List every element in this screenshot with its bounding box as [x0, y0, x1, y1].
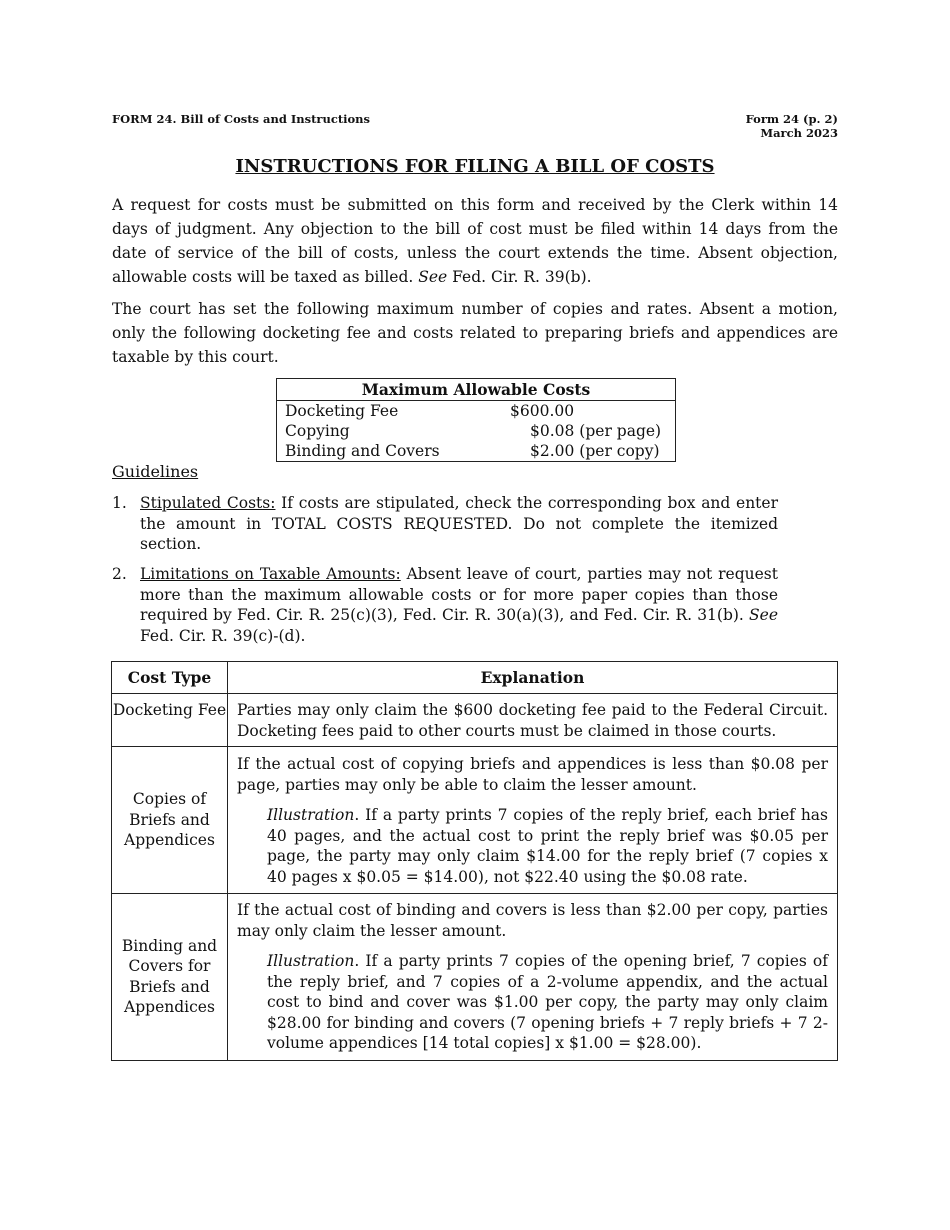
header-cost-type: Cost Type — [112, 662, 228, 694]
intro-paragraph — [112, 193, 838, 289]
guideline-title: Limitations on Taxable Amounts: — [140, 565, 401, 583]
explanation-cell — [228, 694, 838, 747]
explanation-cell — [228, 894, 838, 1061]
cost-type-cell: Copies of Briefs and Appendices — [112, 747, 228, 894]
form-header-title: FORM 24. Bill of Costs and Instructions — [112, 112, 371, 126]
form-page-number: Form 24 (p. 2) — [745, 112, 838, 126]
max-row-label: Binding and Covers — [285, 442, 440, 460]
max-row-value: $2.00 (per copy) — [530, 442, 660, 460]
table-header-row — [112, 662, 838, 694]
header-explanation: Explanation — [228, 662, 838, 694]
guidelines-heading: Guidelines — [112, 462, 199, 481]
guideline-item — [112, 564, 778, 646]
cost-explanation-table — [111, 661, 838, 1061]
page-title: INSTRUCTIONS FOR FILING A BILL OF COSTS — [235, 156, 715, 177]
guideline-item — [112, 493, 778, 555]
table-row — [112, 694, 838, 747]
max-table-heading: Maximum Allowable Costs — [277, 379, 675, 401]
illustration — [267, 805, 828, 887]
form-header-page-info — [746, 112, 838, 140]
max-row-label: Copying — [285, 422, 350, 440]
max-table-row — [277, 421, 675, 441]
table-row — [112, 894, 838, 1061]
intro-citation: Fed. Cir. R. 39(b). — [447, 268, 592, 286]
table-row — [112, 747, 838, 894]
guideline-text: If costs are stipulated, check the corresponding box and enter the amount in TOTAL COSTS REQUESTED. Do not complete the itemized section. — [140, 494, 778, 553]
illustration — [267, 951, 828, 1054]
form-date: March 2023 — [760, 126, 838, 140]
see-signal: See — [749, 606, 778, 624]
guideline-number: 1. — [112, 494, 127, 512]
max-row-value: $0.08 (per page) — [530, 422, 662, 440]
explanation-text: If the actual cost of copying briefs and appendices is less than $0.08 per page, parties may only be able to claim the lesser amount. — [237, 755, 828, 794]
max-row-label: Docketing Fee — [285, 402, 399, 420]
max-row-value: $600.00 — [510, 402, 575, 420]
explanation-cell — [228, 747, 838, 894]
rates-paragraph: The court has set the following maximum number of copies and rates. Absent a motion, only the following docketing fee and costs related to preparing briefs and appendices are taxable by this court. — [112, 300, 838, 366]
illustration-text: . If a party prints 7 copies of the opening brief, 7 copies of the reply brief, and 7 copies of a 2-volume appendix, and the actual cost to bind and cover was $1.00 per copy, the party may only claim $28.00 for binding and covers (7 opening briefs + 7 reply briefs + 7 2-volume appendices [14 total copies] x $1.00 = $28.00). — [267, 952, 828, 1052]
intro-text: A request for costs must be submitted on this form and received by the Clerk within 14 days of judgment. Any objection to the bill of cost must be filed within 14 days from the date of service of the bill of costs, unless the court extends the time. Absent objection, allowable costs will be taxed as billed. — [112, 196, 838, 286]
illustration-label: Illustration — [267, 806, 355, 824]
max-allowable-costs-table — [276, 378, 676, 462]
guideline-title: Stipulated Costs: — [140, 494, 276, 512]
cost-type-cell: Binding and Covers for Briefs and Appendices — [112, 894, 228, 1061]
illustration-label: Illustration — [267, 952, 355, 970]
guideline-number: 2. — [112, 565, 127, 583]
explanation-text: Parties may only claim the $600 docketing fee paid to the Federal Circuit. Docketing fees paid to other courts must be claimed in those courts. — [237, 701, 828, 740]
guideline-text: Absent leave of court, parties may not request more than the maximum allowable costs or for more paper copies than those required by Fed. Cir. R. 25(c)(3), Fed. Cir. R. 30(a)(3), and Fed. Cir. R. 31(b). — [140, 565, 778, 624]
illustration-text: . If a party prints 7 copies of the reply brief, each brief has 40 pages, and the actual cost to print the reply brief was $0.05 per page, the party may only claim $14.00 for the reply brief (7 copies x 40 pages x $0.05 = $14.00), not $22.40 using the $0.08 rate. — [267, 806, 828, 886]
max-table-row — [277, 401, 675, 421]
max-table-row — [277, 441, 675, 461]
cost-type-cell: Docketing Fee — [112, 694, 228, 747]
see-signal: See — [418, 268, 448, 286]
guideline-citation: Fed. Cir. R. 39(c)-(d). — [140, 626, 306, 645]
explanation-text: If the actual cost of binding and covers is less than $2.00 per copy, parties may only claim the lesser amount. — [237, 901, 828, 940]
